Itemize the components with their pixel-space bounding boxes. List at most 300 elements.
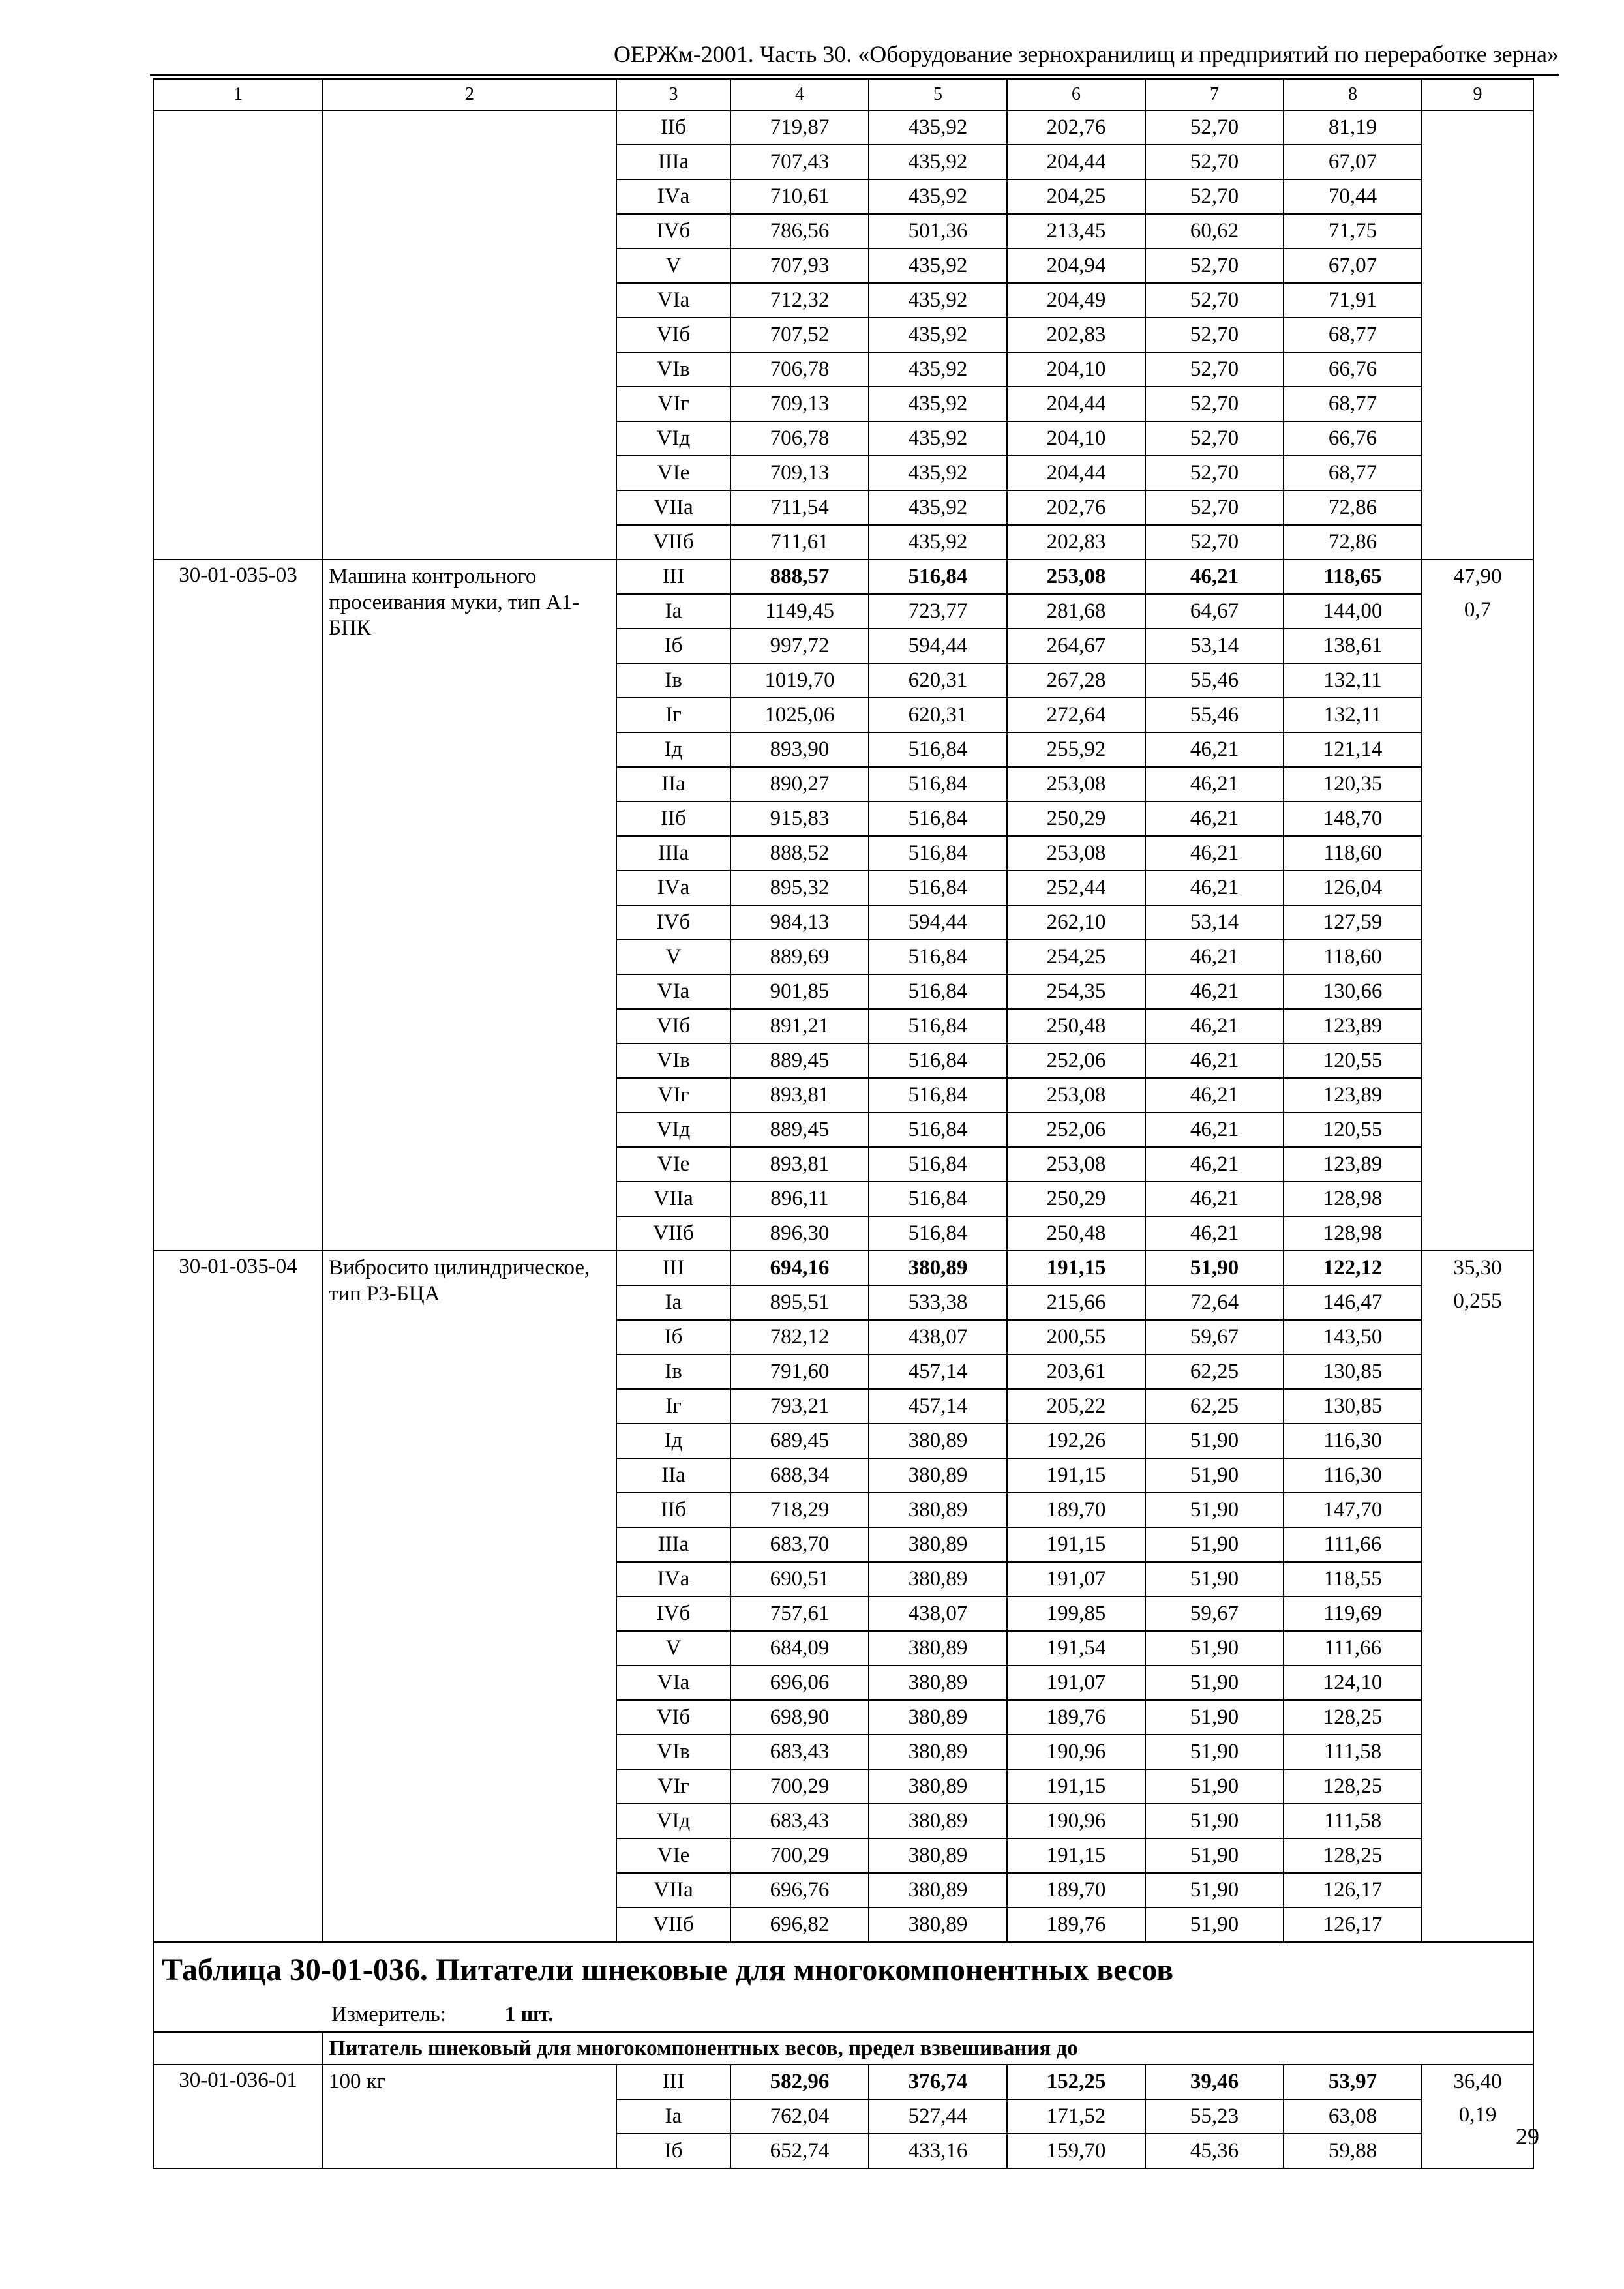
zone-cell: VIд	[616, 1113, 730, 1147]
value-cell: 895,51	[730, 1285, 869, 1320]
table-row	[153, 1251, 1533, 1285]
column-number: 2	[323, 79, 616, 110]
zone-cell: IVб	[616, 214, 730, 248]
value-cell: 204,49	[1007, 283, 1145, 318]
value-cell: 46,21	[1145, 1147, 1284, 1182]
value-cell: 255,92	[1007, 732, 1145, 767]
value-cell: 380,89	[869, 1838, 1007, 1873]
zone-cell: IIб	[616, 1493, 730, 1527]
value-cell: 126,17	[1284, 1908, 1422, 1942]
zone-cell: VIд	[616, 1804, 730, 1838]
value-cell: 70,44	[1284, 179, 1422, 214]
value-cell: 516,84	[869, 1078, 1007, 1113]
value-cell: 516,84	[869, 1216, 1007, 1251]
value-cell: 272,64	[1007, 698, 1145, 732]
item-name: Машина контрольного просеивания муки, тип А1-БПК	[323, 560, 616, 1251]
value-cell: 124,10	[1284, 1666, 1422, 1700]
value-cell: 516,84	[869, 940, 1007, 974]
value-cell: 782,12	[730, 1320, 869, 1354]
column-9-value: 0,7	[1464, 598, 1492, 621]
value-cell: 191,15	[1007, 1769, 1145, 1804]
value-cell: 51,90	[1145, 1527, 1284, 1562]
value-cell: 893,81	[730, 1078, 869, 1113]
value-cell: 130,66	[1284, 974, 1422, 1009]
value-cell: 893,90	[730, 732, 869, 767]
value-cell: 52,70	[1145, 456, 1284, 490]
value-cell: 433,16	[869, 2134, 1007, 2168]
value-cell: 893,81	[730, 1147, 869, 1182]
value-cell: 72,86	[1284, 525, 1422, 560]
value-cell: 63,08	[1284, 2099, 1422, 2134]
value-cell: 67,07	[1284, 145, 1422, 179]
value-cell: 254,35	[1007, 974, 1145, 1009]
column-9-cell	[1422, 110, 1533, 560]
value-cell: 144,00	[1284, 594, 1422, 629]
zone-cell: V	[616, 940, 730, 974]
column-number: 6	[1007, 79, 1145, 110]
zone-cell: VIг	[616, 387, 730, 421]
zone-cell: IVа	[616, 871, 730, 905]
value-cell: 594,44	[869, 629, 1007, 663]
value-cell: 250,29	[1007, 1182, 1145, 1216]
value-cell: 516,84	[869, 1147, 1007, 1182]
value-cell: 380,89	[869, 1493, 1007, 1527]
zone-cell: Iа	[616, 1285, 730, 1320]
value-cell: 516,84	[869, 801, 1007, 836]
value-cell: 138,61	[1284, 629, 1422, 663]
zone-cell: III	[616, 1251, 730, 1285]
value-cell: 46,21	[1145, 1216, 1284, 1251]
value-cell: 516,84	[869, 560, 1007, 594]
value-cell: 620,31	[869, 698, 1007, 732]
zone-cell: Iа	[616, 2099, 730, 2134]
value-cell: 709,13	[730, 387, 869, 421]
value-cell: 148,70	[1284, 801, 1422, 836]
column-number: 9	[1422, 79, 1533, 110]
zone-cell: Iб	[616, 629, 730, 663]
value-cell: 118,55	[1284, 1562, 1422, 1596]
value-cell: 889,45	[730, 1043, 869, 1078]
value-cell: 516,84	[869, 1043, 1007, 1078]
value-cell: 51,90	[1145, 1700, 1284, 1735]
value-cell: 435,92	[869, 456, 1007, 490]
value-cell: 380,89	[869, 1769, 1007, 1804]
value-cell: 53,14	[1145, 629, 1284, 663]
value-cell: 516,84	[869, 871, 1007, 905]
zone-cell: Iб	[616, 1320, 730, 1354]
value-cell: 68,77	[1284, 318, 1422, 352]
value-cell: 516,84	[869, 836, 1007, 871]
value-cell: 253,08	[1007, 836, 1145, 871]
column-number: 3	[616, 79, 730, 110]
item-code: 30-01-035-04	[153, 1251, 323, 1942]
value-cell: 696,76	[730, 1873, 869, 1908]
table-body	[153, 79, 1533, 2168]
zone-cell: Iг	[616, 1389, 730, 1424]
zone-cell: VIIб	[616, 1908, 730, 1942]
value-cell: 694,16	[730, 1251, 869, 1285]
zone-cell: Iа	[616, 594, 730, 629]
zone-cell: IIIа	[616, 836, 730, 871]
value-cell: 204,94	[1007, 248, 1145, 283]
value-cell: 191,54	[1007, 1631, 1145, 1666]
value-cell: 690,51	[730, 1562, 869, 1596]
item-name: 100 кг	[323, 2065, 616, 2168]
zone-cell: VIе	[616, 1147, 730, 1182]
value-cell: 128,98	[1284, 1216, 1422, 1251]
value-cell: 46,21	[1145, 1078, 1284, 1113]
value-cell: 64,67	[1145, 594, 1284, 629]
zone-cell: IIIа	[616, 1527, 730, 1562]
value-cell: 250,48	[1007, 1009, 1145, 1043]
value-cell: 202,83	[1007, 525, 1145, 560]
value-cell: 516,84	[869, 1182, 1007, 1216]
value-cell: 888,52	[730, 836, 869, 871]
zone-cell: VIIб	[616, 525, 730, 560]
value-cell: 51,90	[1145, 1735, 1284, 1769]
value-cell: 111,58	[1284, 1735, 1422, 1769]
value-cell: 46,21	[1145, 871, 1284, 905]
value-cell: 66,76	[1284, 352, 1422, 387]
value-cell: 202,76	[1007, 490, 1145, 525]
value-cell: 122,12	[1284, 1251, 1422, 1285]
zone-cell: VIв	[616, 352, 730, 387]
value-cell: 253,08	[1007, 1078, 1145, 1113]
value-cell: 435,92	[869, 248, 1007, 283]
zone-cell: VIб	[616, 1009, 730, 1043]
value-cell: 516,84	[869, 1009, 1007, 1043]
value-cell: 516,84	[869, 732, 1007, 767]
value-cell: 757,61	[730, 1596, 869, 1631]
value-cell: 199,85	[1007, 1596, 1145, 1631]
zone-cell: VIв	[616, 1735, 730, 1769]
value-cell: 68,77	[1284, 387, 1422, 421]
value-cell: 46,21	[1145, 1182, 1284, 1216]
value-cell: 143,50	[1284, 1320, 1422, 1354]
value-cell: 1149,45	[730, 594, 869, 629]
value-cell: 59,88	[1284, 2134, 1422, 2168]
zone-cell: Iг	[616, 698, 730, 732]
value-cell: 127,59	[1284, 905, 1422, 940]
value-cell: 889,69	[730, 940, 869, 974]
value-cell: 46,21	[1145, 940, 1284, 974]
value-cell: 380,89	[869, 1666, 1007, 1700]
value-cell: 52,70	[1145, 352, 1284, 387]
value-cell: 111,58	[1284, 1804, 1422, 1838]
value-cell: 204,44	[1007, 387, 1145, 421]
value-cell: 516,84	[869, 767, 1007, 801]
value-cell: 55,46	[1145, 663, 1284, 698]
value-cell: 896,11	[730, 1182, 869, 1216]
value-cell: 438,07	[869, 1320, 1007, 1354]
value-cell: 128,25	[1284, 1838, 1422, 1873]
item-code	[153, 110, 323, 560]
value-cell: 202,76	[1007, 110, 1145, 145]
value-cell: 213,45	[1007, 214, 1145, 248]
value-cell: 707,93	[730, 248, 869, 283]
value-cell: 52,70	[1145, 318, 1284, 352]
value-cell: 81,19	[1284, 110, 1422, 145]
value-cell: 533,38	[869, 1285, 1007, 1320]
value-cell: 52,70	[1145, 421, 1284, 456]
column-9-cell	[1422, 560, 1533, 1251]
value-cell: 252,44	[1007, 871, 1145, 905]
value-cell: 71,75	[1284, 214, 1422, 248]
value-cell: 683,43	[730, 1735, 869, 1769]
value-cell: 594,44	[869, 905, 1007, 940]
value-cell: 791,60	[730, 1354, 869, 1389]
value-cell: 51,90	[1145, 1804, 1284, 1838]
value-cell: 191,15	[1007, 1838, 1145, 1873]
zone-cell: IVб	[616, 905, 730, 940]
value-cell: 380,89	[869, 1735, 1007, 1769]
value-cell: 435,92	[869, 387, 1007, 421]
value-cell: 203,61	[1007, 1354, 1145, 1389]
value-cell: 51,90	[1145, 1562, 1284, 1596]
column-9-cell	[1422, 1251, 1533, 1942]
value-cell: 895,32	[730, 871, 869, 905]
value-cell: 159,70	[1007, 2134, 1145, 2168]
value-cell: 712,32	[730, 283, 869, 318]
value-cell: 264,67	[1007, 629, 1145, 663]
value-cell: 118,60	[1284, 836, 1422, 871]
value-cell: 380,89	[869, 1804, 1007, 1838]
value-cell: 696,06	[730, 1666, 869, 1700]
value-cell: 191,15	[1007, 1527, 1145, 1562]
value-cell: 380,89	[869, 1251, 1007, 1285]
value-cell: 200,55	[1007, 1320, 1145, 1354]
value-cell: 253,08	[1007, 1147, 1145, 1182]
value-cell: 67,07	[1284, 248, 1422, 283]
value-cell: 53,97	[1284, 2065, 1422, 2099]
zone-cell: VIIа	[616, 1873, 730, 1908]
value-cell: 435,92	[869, 525, 1007, 560]
value-cell: 689,45	[730, 1424, 869, 1458]
value-cell: 46,21	[1145, 1113, 1284, 1147]
zone-cell: IIа	[616, 1458, 730, 1493]
zone-cell: VIIа	[616, 490, 730, 525]
value-cell: 191,07	[1007, 1562, 1145, 1596]
zone-cell: Iв	[616, 663, 730, 698]
value-cell: 723,77	[869, 594, 1007, 629]
value-cell: 204,44	[1007, 456, 1145, 490]
value-cell: 39,46	[1145, 2065, 1284, 2099]
value-cell: 698,90	[730, 1700, 869, 1735]
value-cell: 215,66	[1007, 1285, 1145, 1320]
value-cell: 435,92	[869, 352, 1007, 387]
value-cell: 267,28	[1007, 663, 1145, 698]
value-cell: 438,07	[869, 1596, 1007, 1631]
value-cell: 46,21	[1145, 974, 1284, 1009]
value-cell: 250,48	[1007, 1216, 1145, 1251]
value-cell: 126,04	[1284, 871, 1422, 905]
value-cell: 190,96	[1007, 1804, 1145, 1838]
column-number: 5	[869, 79, 1007, 110]
value-cell: 262,10	[1007, 905, 1145, 940]
value-cell: 128,98	[1284, 1182, 1422, 1216]
column-number-row	[153, 79, 1533, 110]
value-cell: 204,25	[1007, 179, 1145, 214]
price-table	[153, 78, 1534, 2169]
value-cell: 254,25	[1007, 940, 1145, 974]
value-cell: 123,89	[1284, 1147, 1422, 1182]
value-cell: 191,15	[1007, 1458, 1145, 1493]
value-cell: 120,55	[1284, 1043, 1422, 1078]
value-cell: 719,87	[730, 110, 869, 145]
value-cell: 52,70	[1145, 110, 1284, 145]
value-cell: 71,91	[1284, 283, 1422, 318]
measure-label: Измеритель:	[331, 2002, 446, 2026]
value-cell: 46,21	[1145, 801, 1284, 836]
value-cell: 435,92	[869, 421, 1007, 456]
value-cell: 888,57	[730, 560, 869, 594]
value-cell: 189,76	[1007, 1908, 1145, 1942]
value-cell: 202,83	[1007, 318, 1145, 352]
value-cell: 146,47	[1284, 1285, 1422, 1320]
value-cell: 204,44	[1007, 145, 1145, 179]
value-cell: 516,84	[869, 1113, 1007, 1147]
value-cell: 793,21	[730, 1389, 869, 1424]
zone-cell: VIг	[616, 1769, 730, 1804]
value-cell: 46,21	[1145, 836, 1284, 871]
value-cell: 435,92	[869, 110, 1007, 145]
zone-cell: Iд	[616, 1424, 730, 1458]
value-cell: 516,84	[869, 974, 1007, 1009]
column-9-value: 47,90	[1453, 565, 1502, 588]
value-cell: 52,70	[1145, 179, 1284, 214]
value-cell: 435,92	[869, 318, 1007, 352]
value-cell: 52,70	[1145, 145, 1284, 179]
value-cell: 380,89	[869, 1562, 1007, 1596]
value-cell: 46,21	[1145, 560, 1284, 594]
zone-cell: VIг	[616, 1078, 730, 1113]
value-cell: 709,13	[730, 456, 869, 490]
value-cell: 700,29	[730, 1838, 869, 1873]
value-cell: 915,83	[730, 801, 869, 836]
value-cell: 51,90	[1145, 1631, 1284, 1666]
zone-cell: V	[616, 248, 730, 283]
value-cell: 46,21	[1145, 767, 1284, 801]
value-cell: 582,96	[730, 2065, 869, 2099]
value-cell: 718,29	[730, 1493, 869, 1527]
value-cell: 707,52	[730, 318, 869, 352]
zone-cell: VIд	[616, 421, 730, 456]
column-9-value: 35,30	[1453, 1256, 1502, 1279]
value-cell: 204,10	[1007, 352, 1145, 387]
value-cell: 683,43	[730, 1804, 869, 1838]
value-cell: 684,09	[730, 1631, 869, 1666]
value-cell: 527,44	[869, 2099, 1007, 2134]
zone-cell: VIе	[616, 456, 730, 490]
value-cell: 62,25	[1145, 1354, 1284, 1389]
value-cell: 252,06	[1007, 1113, 1145, 1147]
value-cell: 46,21	[1145, 1009, 1284, 1043]
value-cell: 51,90	[1145, 1908, 1284, 1942]
value-cell: 51,90	[1145, 1666, 1284, 1700]
value-cell: 189,70	[1007, 1873, 1145, 1908]
value-cell: 111,66	[1284, 1527, 1422, 1562]
value-cell: 128,25	[1284, 1700, 1422, 1735]
value-cell: 51,90	[1145, 1251, 1284, 1285]
value-cell: 51,90	[1145, 1424, 1284, 1458]
value-cell: 116,30	[1284, 1458, 1422, 1493]
value-cell: 711,54	[730, 490, 869, 525]
value-cell: 380,89	[869, 1700, 1007, 1735]
value-cell: 123,89	[1284, 1009, 1422, 1043]
value-cell: 435,92	[869, 145, 1007, 179]
zone-cell: VIа	[616, 1666, 730, 1700]
zone-cell: III	[616, 2065, 730, 2099]
column-9-value: 0,255	[1453, 1289, 1502, 1313]
value-cell: 119,69	[1284, 1596, 1422, 1631]
column-9-value: 36,40	[1453, 2070, 1502, 2093]
zone-cell: IIа	[616, 767, 730, 801]
column-number: 8	[1284, 79, 1422, 110]
column-9-cell	[1422, 2065, 1533, 2168]
zone-cell: VIб	[616, 1700, 730, 1735]
value-cell: 190,96	[1007, 1735, 1145, 1769]
column-number: 7	[1145, 79, 1284, 110]
value-cell: 52,70	[1145, 490, 1284, 525]
subheader: Питатель шнековый для многокомпонентных весов, предел взвешивания до	[323, 2032, 1533, 2065]
zone-cell: Iд	[616, 732, 730, 767]
value-cell: 376,74	[869, 2065, 1007, 2099]
item-code: 30-01-036-01	[153, 2065, 323, 2168]
value-cell: 380,89	[869, 1527, 1007, 1562]
value-cell: 250,29	[1007, 801, 1145, 836]
value-cell: 706,78	[730, 352, 869, 387]
value-cell: 1025,06	[730, 698, 869, 732]
zone-cell: IVа	[616, 1562, 730, 1596]
value-cell: 997,72	[730, 629, 869, 663]
table-row	[153, 560, 1533, 594]
zone-cell: Iв	[616, 1354, 730, 1389]
value-cell: 189,70	[1007, 1493, 1145, 1527]
value-cell: 683,70	[730, 1527, 869, 1562]
value-cell: 707,43	[730, 145, 869, 179]
value-cell: 116,30	[1284, 1424, 1422, 1458]
value-cell: 51,90	[1145, 1838, 1284, 1873]
value-cell: 52,70	[1145, 248, 1284, 283]
value-cell: 688,34	[730, 1458, 869, 1493]
value-cell: 191,07	[1007, 1666, 1145, 1700]
value-cell: 132,11	[1284, 698, 1422, 732]
value-cell: 59,67	[1145, 1596, 1284, 1631]
value-cell: 457,14	[869, 1354, 1007, 1389]
value-cell: 72,64	[1145, 1285, 1284, 1320]
value-cell: 52,70	[1145, 387, 1284, 421]
measure-unit: 1 шт.	[504, 2002, 554, 2026]
value-cell: 696,82	[730, 1908, 869, 1942]
value-cell: 457,14	[869, 1389, 1007, 1424]
measure-row	[153, 1997, 1533, 2032]
value-cell: 46,21	[1145, 732, 1284, 767]
item-name	[323, 110, 616, 560]
zone-cell: VIIб	[616, 1216, 730, 1251]
zone-cell: IIIа	[616, 145, 730, 179]
page-header: ОЕРЖм-2001. Часть 30. «Оборудование зернохранилищ и предприятий по переработке зерна»	[150, 40, 1559, 76]
subheader-row	[153, 2032, 1533, 2065]
zone-cell: III	[616, 560, 730, 594]
value-cell: 121,14	[1284, 732, 1422, 767]
value-cell: 501,36	[869, 214, 1007, 248]
column-number: 4	[730, 79, 869, 110]
value-cell: 706,78	[730, 421, 869, 456]
value-cell: 59,67	[1145, 1320, 1284, 1354]
value-cell: 189,76	[1007, 1700, 1145, 1735]
value-cell: 901,85	[730, 974, 869, 1009]
column-9-value: 0,19	[1458, 2103, 1497, 2127]
